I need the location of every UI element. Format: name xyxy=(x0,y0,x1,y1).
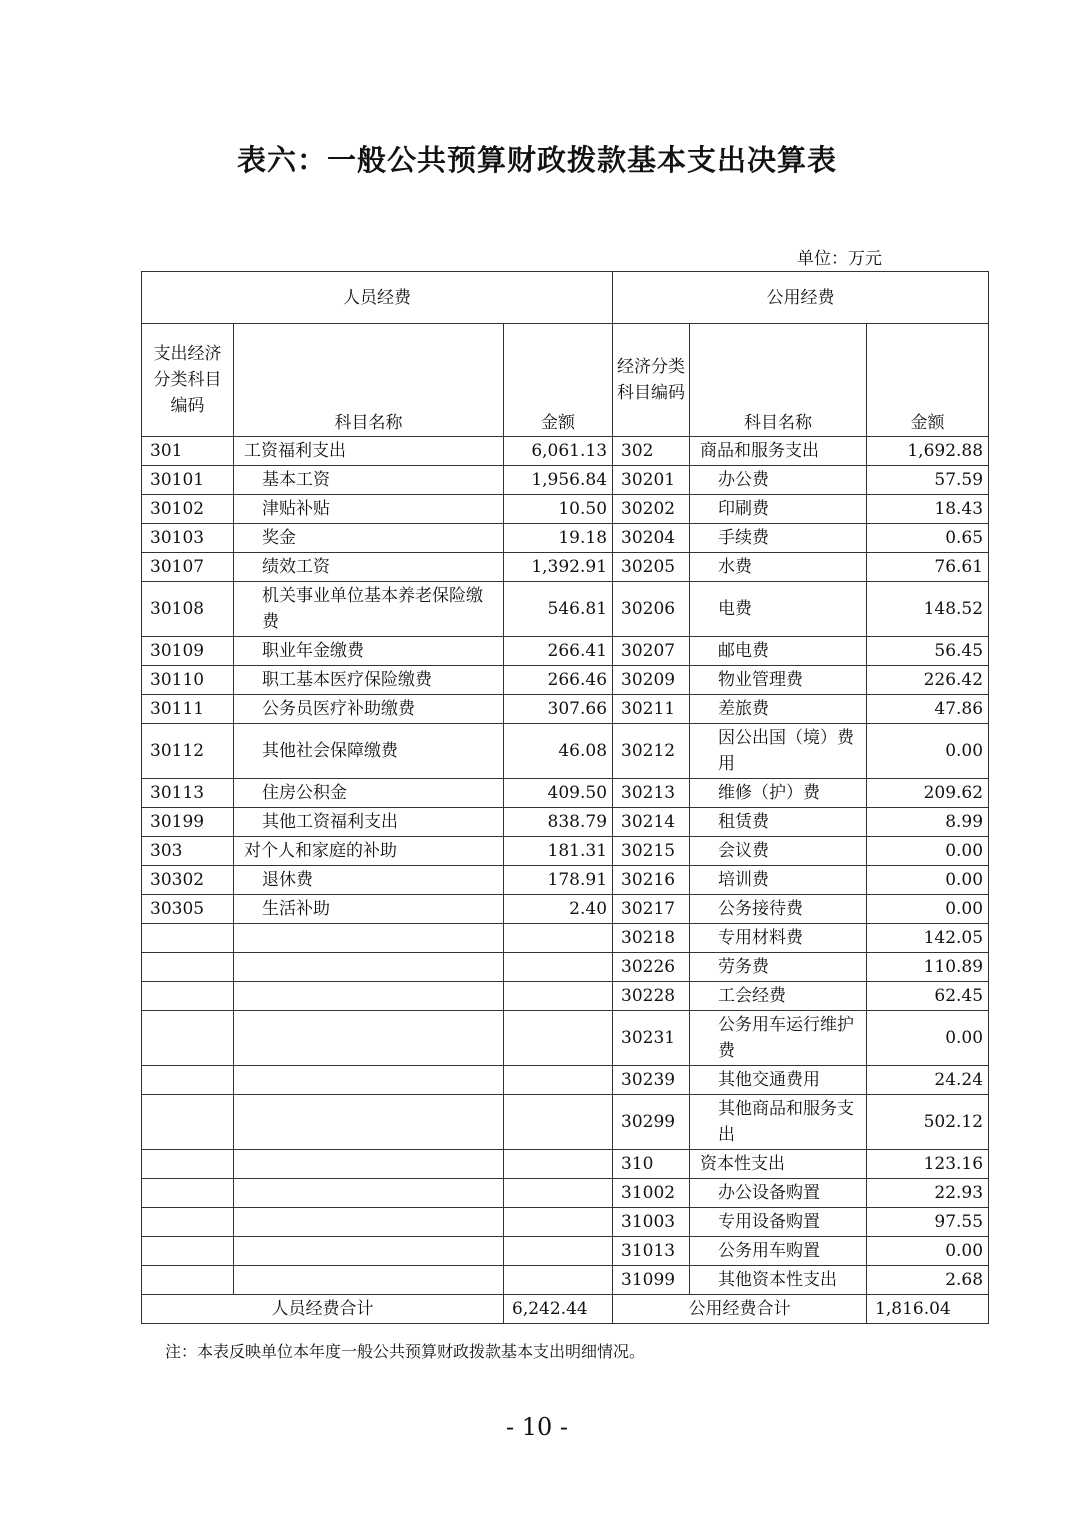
left-amount-cell xyxy=(504,1237,613,1266)
left-code-cell xyxy=(142,1095,234,1150)
right-amount-cell: 0.00 xyxy=(867,837,989,866)
right-name-cell: 培训费 xyxy=(690,866,867,895)
section-public: 公用经费 xyxy=(613,272,989,324)
left-amount-cell: 178.91 xyxy=(504,866,613,895)
right-name-cell: 工会经费 xyxy=(690,982,867,1011)
public-total-amount: 1,816.04 xyxy=(867,1295,989,1324)
table-row xyxy=(142,1237,989,1266)
table-row xyxy=(142,1150,989,1179)
left-amount-cell: 10.50 xyxy=(504,495,613,524)
right-code-cell: 30204 xyxy=(613,524,690,553)
right-code-cell: 30217 xyxy=(613,895,690,924)
left-code-cell xyxy=(142,1208,234,1237)
right-code-cell: 31002 xyxy=(613,1179,690,1208)
page-number: - 10 - xyxy=(505,1413,568,1441)
right-name-cell: 专用设备购置 xyxy=(690,1208,867,1237)
left-code-cell: 30113 xyxy=(142,779,234,808)
table-row xyxy=(142,1179,989,1208)
right-code-cell: 30218 xyxy=(613,924,690,953)
left-code-cell xyxy=(142,1266,234,1295)
left-name-cell xyxy=(234,982,504,1011)
right-amount-cell: 0.00 xyxy=(867,1011,989,1066)
table-row xyxy=(142,1208,989,1237)
right-amount-cell: 1,692.88 xyxy=(867,437,989,466)
right-code-cell: 31099 xyxy=(613,1266,690,1295)
page-title: 表六：一般公共预算财政拨款基本支出决算表 xyxy=(236,143,837,177)
right-code-cell: 30213 xyxy=(613,779,690,808)
header-left-name: 科目名称 xyxy=(234,324,504,437)
right-name-cell: 专用材料费 xyxy=(690,924,867,953)
left-code-cell: 30107 xyxy=(142,553,234,582)
left-code-cell: 30112 xyxy=(142,724,234,779)
right-name-cell: 办公设备购置 xyxy=(690,1179,867,1208)
right-code-cell: 31003 xyxy=(613,1208,690,1237)
left-amount-cell xyxy=(504,1095,613,1150)
left-code-cell: 30110 xyxy=(142,666,234,695)
right-code-cell: 30226 xyxy=(613,953,690,982)
right-amount-cell: 142.05 xyxy=(867,924,989,953)
right-name-cell: 差旅费 xyxy=(690,695,867,724)
left-name-cell: 职业年金缴费 xyxy=(234,637,504,666)
right-amount-cell: 57.59 xyxy=(867,466,989,495)
unit-label: 单位：万元 xyxy=(797,249,882,269)
right-code-cell: 30206 xyxy=(613,582,690,637)
right-amount-cell: 0.00 xyxy=(867,895,989,924)
left-code-cell xyxy=(142,982,234,1011)
table-row xyxy=(142,637,989,666)
left-name-cell: 住房公积金 xyxy=(234,779,504,808)
left-name-cell: 工资福利支出 xyxy=(234,437,504,466)
left-name-cell: 公务员医疗补助缴费 xyxy=(234,695,504,724)
left-code-cell: 30101 xyxy=(142,466,234,495)
right-amount-cell: 76.61 xyxy=(867,553,989,582)
left-name-cell xyxy=(234,1237,504,1266)
left-amount-cell: 838.79 xyxy=(504,808,613,837)
left-amount-cell: 1,392.91 xyxy=(504,553,613,582)
personnel-total-label: 人员经费合计 xyxy=(142,1295,504,1324)
left-name-cell xyxy=(234,1150,504,1179)
left-code-cell: 30305 xyxy=(142,895,234,924)
table-row xyxy=(142,1266,989,1295)
right-name-cell: 电费 xyxy=(690,582,867,637)
right-name-cell: 其他交通费用 xyxy=(690,1066,867,1095)
left-name-cell xyxy=(234,1266,504,1295)
right-code-cell: 30209 xyxy=(613,666,690,695)
table-row xyxy=(142,524,989,553)
table-row xyxy=(142,982,989,1011)
left-amount-cell: 46.08 xyxy=(504,724,613,779)
right-name-cell: 公务接待费 xyxy=(690,895,867,924)
right-amount-cell: 0.00 xyxy=(867,866,989,895)
right-code-cell: 30201 xyxy=(613,466,690,495)
left-amount-cell xyxy=(504,1150,613,1179)
right-name-cell: 公务用车购置 xyxy=(690,1237,867,1266)
left-name-cell: 津贴补贴 xyxy=(234,495,504,524)
right-code-cell: 30299 xyxy=(613,1095,690,1150)
right-code-cell: 30202 xyxy=(613,495,690,524)
left-code-cell: 30111 xyxy=(142,695,234,724)
left-amount-cell xyxy=(504,1011,613,1066)
left-code-cell xyxy=(142,924,234,953)
left-name-cell: 机关事业单位基本养老保险缴费 xyxy=(234,582,504,637)
left-name-cell: 绩效工资 xyxy=(234,553,504,582)
right-amount-cell: 62.45 xyxy=(867,982,989,1011)
header-right-name: 科目名称 xyxy=(690,324,867,437)
left-code-cell: 30199 xyxy=(142,808,234,837)
right-name-cell: 公务用车运行维护费 xyxy=(690,1011,867,1066)
personnel-total-amount: 6,242.44 xyxy=(504,1295,613,1324)
header-left-code: 支出经济分类科目编码 xyxy=(142,324,234,437)
right-name-cell: 劳务费 xyxy=(690,953,867,982)
right-amount-cell: 0.65 xyxy=(867,524,989,553)
right-name-cell: 水费 xyxy=(690,553,867,582)
left-amount-cell xyxy=(504,1208,613,1237)
left-amount-cell xyxy=(504,982,613,1011)
right-amount-cell: 97.55 xyxy=(867,1208,989,1237)
right-amount-cell: 56.45 xyxy=(867,637,989,666)
right-code-cell: 30215 xyxy=(613,837,690,866)
left-name-cell: 其他工资福利支出 xyxy=(234,808,504,837)
section-personnel: 人员经费 xyxy=(142,272,613,324)
right-code-cell: 30207 xyxy=(613,637,690,666)
left-amount-cell xyxy=(504,1179,613,1208)
left-name-cell: 职工基本医疗保险缴费 xyxy=(234,666,504,695)
table-row xyxy=(142,495,989,524)
right-code-cell: 310 xyxy=(613,1150,690,1179)
left-code-cell: 30302 xyxy=(142,866,234,895)
right-name-cell: 印刷费 xyxy=(690,495,867,524)
left-amount-cell: 307.66 xyxy=(504,695,613,724)
right-amount-cell: 123.16 xyxy=(867,1150,989,1179)
right-code-cell: 30239 xyxy=(613,1066,690,1095)
right-amount-cell: 0.00 xyxy=(867,1237,989,1266)
right-amount-cell: 0.00 xyxy=(867,724,989,779)
right-code-cell: 30228 xyxy=(613,982,690,1011)
right-amount-cell: 502.12 xyxy=(867,1095,989,1150)
table-row xyxy=(142,779,989,808)
left-name-cell: 对个人和家庭的补助 xyxy=(234,837,504,866)
right-name-cell: 租赁费 xyxy=(690,808,867,837)
left-name-cell xyxy=(234,953,504,982)
left-code-cell: 303 xyxy=(142,837,234,866)
table-row xyxy=(142,1095,989,1150)
right-name-cell: 其他资本性支出 xyxy=(690,1266,867,1295)
right-code-cell: 31013 xyxy=(613,1237,690,1266)
header-left-amount: 金额 xyxy=(504,324,613,437)
left-name-cell: 其他社会保障缴费 xyxy=(234,724,504,779)
left-name-cell: 奖金 xyxy=(234,524,504,553)
left-code-cell xyxy=(142,1237,234,1266)
left-code-cell xyxy=(142,1011,234,1066)
right-code-cell: 302 xyxy=(613,437,690,466)
footnote: 注：本表反映单位本年度一般公共预算财政拨款基本支出明细情况。 xyxy=(165,1342,646,1361)
right-code-cell: 30212 xyxy=(613,724,690,779)
left-amount-cell: 546.81 xyxy=(504,582,613,637)
right-code-cell: 30216 xyxy=(613,866,690,895)
left-amount-cell: 409.50 xyxy=(504,779,613,808)
right-name-cell: 资本性支出 xyxy=(690,1150,867,1179)
table-row xyxy=(142,1066,989,1095)
left-name-cell: 基本工资 xyxy=(234,466,504,495)
left-name-cell: 退休费 xyxy=(234,866,504,895)
table-row xyxy=(142,1011,989,1066)
left-name-cell xyxy=(234,924,504,953)
right-amount-cell: 209.62 xyxy=(867,779,989,808)
left-amount-cell: 19.18 xyxy=(504,524,613,553)
left-amount-cell: 266.46 xyxy=(504,666,613,695)
right-amount-cell: 2.68 xyxy=(867,1266,989,1295)
left-name-cell xyxy=(234,1179,504,1208)
right-name-cell: 办公费 xyxy=(690,466,867,495)
table-row xyxy=(142,466,989,495)
public-total-label: 公用经费合计 xyxy=(613,1295,867,1324)
left-code-cell: 30109 xyxy=(142,637,234,666)
header-right-amount: 金额 xyxy=(867,324,989,437)
totals-row xyxy=(142,1295,989,1324)
budget-table xyxy=(141,271,989,1324)
table-row xyxy=(142,553,989,582)
right-amount-cell: 148.52 xyxy=(867,582,989,637)
left-amount-cell xyxy=(504,953,613,982)
left-name-cell xyxy=(234,1011,504,1066)
table-row xyxy=(142,924,989,953)
left-name-cell: 生活补助 xyxy=(234,895,504,924)
header-right-code: 经济分类科目编码 xyxy=(613,324,690,437)
left-amount-cell: 266.41 xyxy=(504,637,613,666)
right-name-cell: 维修（护）费 xyxy=(690,779,867,808)
left-code-cell: 30102 xyxy=(142,495,234,524)
table-row xyxy=(142,666,989,695)
right-amount-cell: 24.24 xyxy=(867,1066,989,1095)
left-code-cell xyxy=(142,953,234,982)
table-row xyxy=(142,582,989,637)
left-amount-cell xyxy=(504,924,613,953)
left-code-cell xyxy=(142,1150,234,1179)
table-row xyxy=(142,695,989,724)
left-amount-cell: 181.31 xyxy=(504,837,613,866)
left-code-cell xyxy=(142,1066,234,1095)
right-name-cell: 其他商品和服务支出 xyxy=(690,1095,867,1150)
table-row xyxy=(142,724,989,779)
right-name-cell: 因公出国（境）费用 xyxy=(690,724,867,779)
right-amount-cell: 18.43 xyxy=(867,495,989,524)
table-row xyxy=(142,437,989,466)
left-code-cell: 30108 xyxy=(142,582,234,637)
right-name-cell: 会议费 xyxy=(690,837,867,866)
right-name-cell: 商品和服务支出 xyxy=(690,437,867,466)
right-amount-cell: 22.93 xyxy=(867,1179,989,1208)
left-amount-cell: 6,061.13 xyxy=(504,437,613,466)
left-code-cell: 30103 xyxy=(142,524,234,553)
left-name-cell xyxy=(234,1208,504,1237)
right-name-cell: 手续费 xyxy=(690,524,867,553)
right-amount-cell: 47.86 xyxy=(867,695,989,724)
left-code-cell: 301 xyxy=(142,437,234,466)
table-row xyxy=(142,837,989,866)
table-row xyxy=(142,895,989,924)
left-name-cell xyxy=(234,1095,504,1150)
right-code-cell: 30205 xyxy=(613,553,690,582)
right-code-cell: 30214 xyxy=(613,808,690,837)
right-code-cell: 30231 xyxy=(613,1011,690,1066)
right-code-cell: 30211 xyxy=(613,695,690,724)
left-amount-cell: 2.40 xyxy=(504,895,613,924)
left-name-cell xyxy=(234,1066,504,1095)
left-code-cell xyxy=(142,1179,234,1208)
right-amount-cell: 226.42 xyxy=(867,666,989,695)
table-row xyxy=(142,866,989,895)
right-amount-cell: 110.89 xyxy=(867,953,989,982)
right-amount-cell: 8.99 xyxy=(867,808,989,837)
left-amount-cell xyxy=(504,1066,613,1095)
table-row xyxy=(142,953,989,982)
right-name-cell: 物业管理费 xyxy=(690,666,867,695)
table-row xyxy=(142,808,989,837)
left-amount-cell xyxy=(504,1266,613,1295)
right-name-cell: 邮电费 xyxy=(690,637,867,666)
left-amount-cell: 1,956.84 xyxy=(504,466,613,495)
